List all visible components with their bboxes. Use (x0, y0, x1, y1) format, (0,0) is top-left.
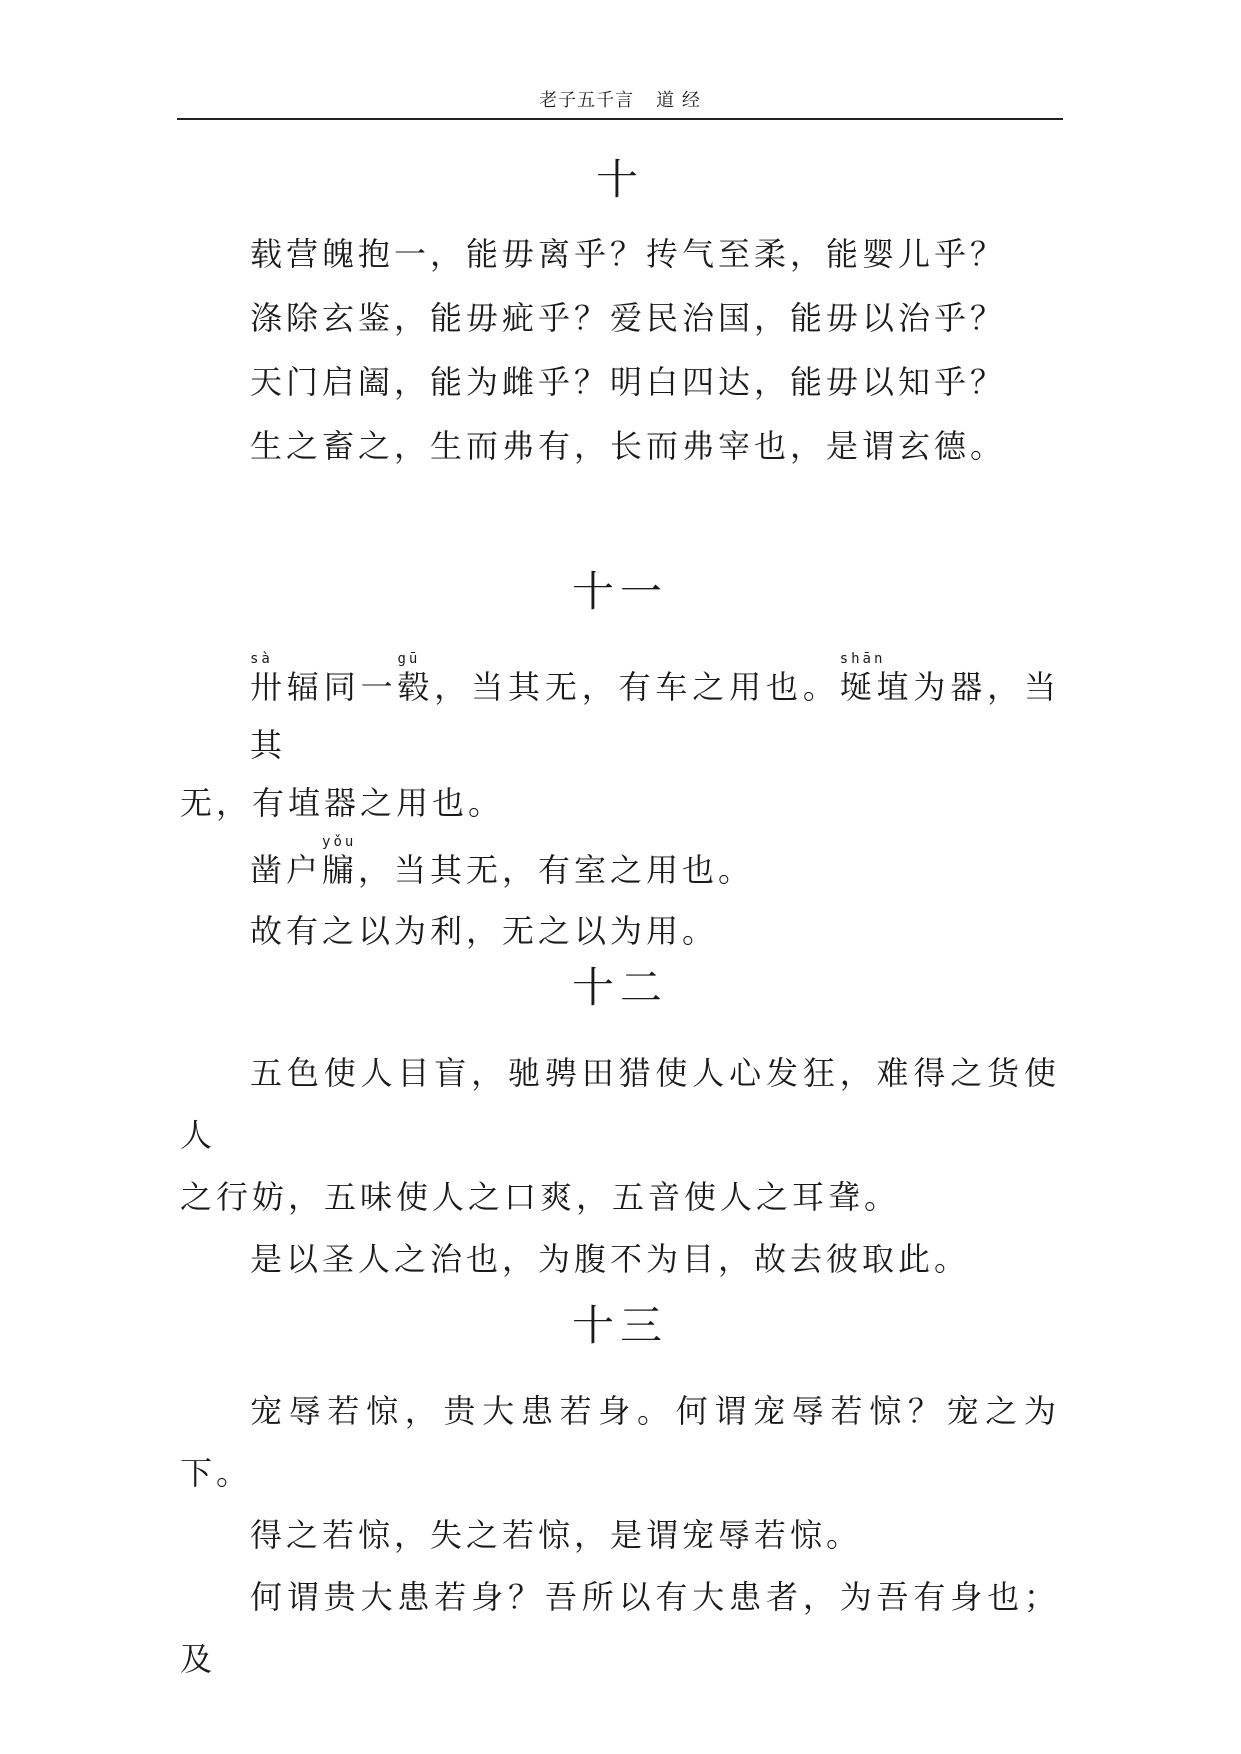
annotated-char: yǒu 牖 (322, 838, 358, 902)
pinyin-annotation: shān (839, 651, 886, 667)
paragraph: 何谓贵大患若身？吾所以有大患者，为吾有身也；及 (180, 1578, 1060, 1678)
chapter-title: 十三 (571, 1301, 668, 1350)
paragraph: 故有之以为利，无之以为用。 (250, 912, 719, 950)
chapter-12 (180, 958, 1060, 1290)
chapter-title: 十一 (571, 567, 668, 616)
annotated-char: shān 埏 (840, 658, 876, 716)
paragraph: 是以圣人之治也，为腹不为目，故去彼取此。 (250, 1240, 971, 1278)
paragraph: 五色使人目盲，驰骋田猎使人心发狂，难得之货使人 (180, 1054, 1060, 1154)
paragraph: 涤除玄鉴，能毋疵乎？爱民治国，能毋以治乎？ (250, 299, 1007, 337)
annotated-char: gū 毂 (397, 658, 433, 716)
annotated-char: sà 卅 (250, 658, 286, 716)
paragraph: 得之若惊，失之若惊，是谓宠辱若惊。 (250, 1516, 863, 1554)
paragraph: 宠辱若惊，贵大患若身。何谓宠辱若惊？宠之为下。 (180, 1392, 1060, 1492)
chapter-10 (180, 150, 1060, 478)
chapter-title: 十二 (571, 963, 668, 1012)
paragraph-continuation: 无，有埴器之用也。 (180, 784, 505, 822)
pinyin-annotation: yǒu (322, 834, 357, 850)
paragraph: 载营魄抱一，能毋离乎？抟气至柔，能婴儿乎？ (250, 235, 1007, 273)
pinyin-annotation: sà (250, 651, 273, 667)
chapter-title: 十 (595, 155, 644, 204)
volume-title: 道 经 (656, 90, 701, 111)
pinyin-annotation: gū (397, 651, 421, 667)
book-title: 老子五千言 (539, 90, 635, 111)
paragraph: 天门启阖，能为雌乎？明白四达，能毋以知乎？ (250, 363, 1007, 401)
chapter-11 (180, 562, 1060, 960)
paragraph-continuation: 之行妨，五味使人之口爽，五音使人之耳聋。 (180, 1178, 901, 1216)
paragraph: 生之畜之，生而弗有，长而弗宰也，是谓玄德。 (250, 427, 1007, 465)
chapter-13 (180, 1296, 1060, 1690)
paragraph: 凿户 yǒu 牖，当其无，有室之用也。 (180, 838, 1060, 902)
running-header (177, 84, 1063, 120)
paragraph: sà 卅辐同一 gū 毂，当其无，有车之用也。 shān 埏埴为器，当其 (180, 658, 1060, 774)
